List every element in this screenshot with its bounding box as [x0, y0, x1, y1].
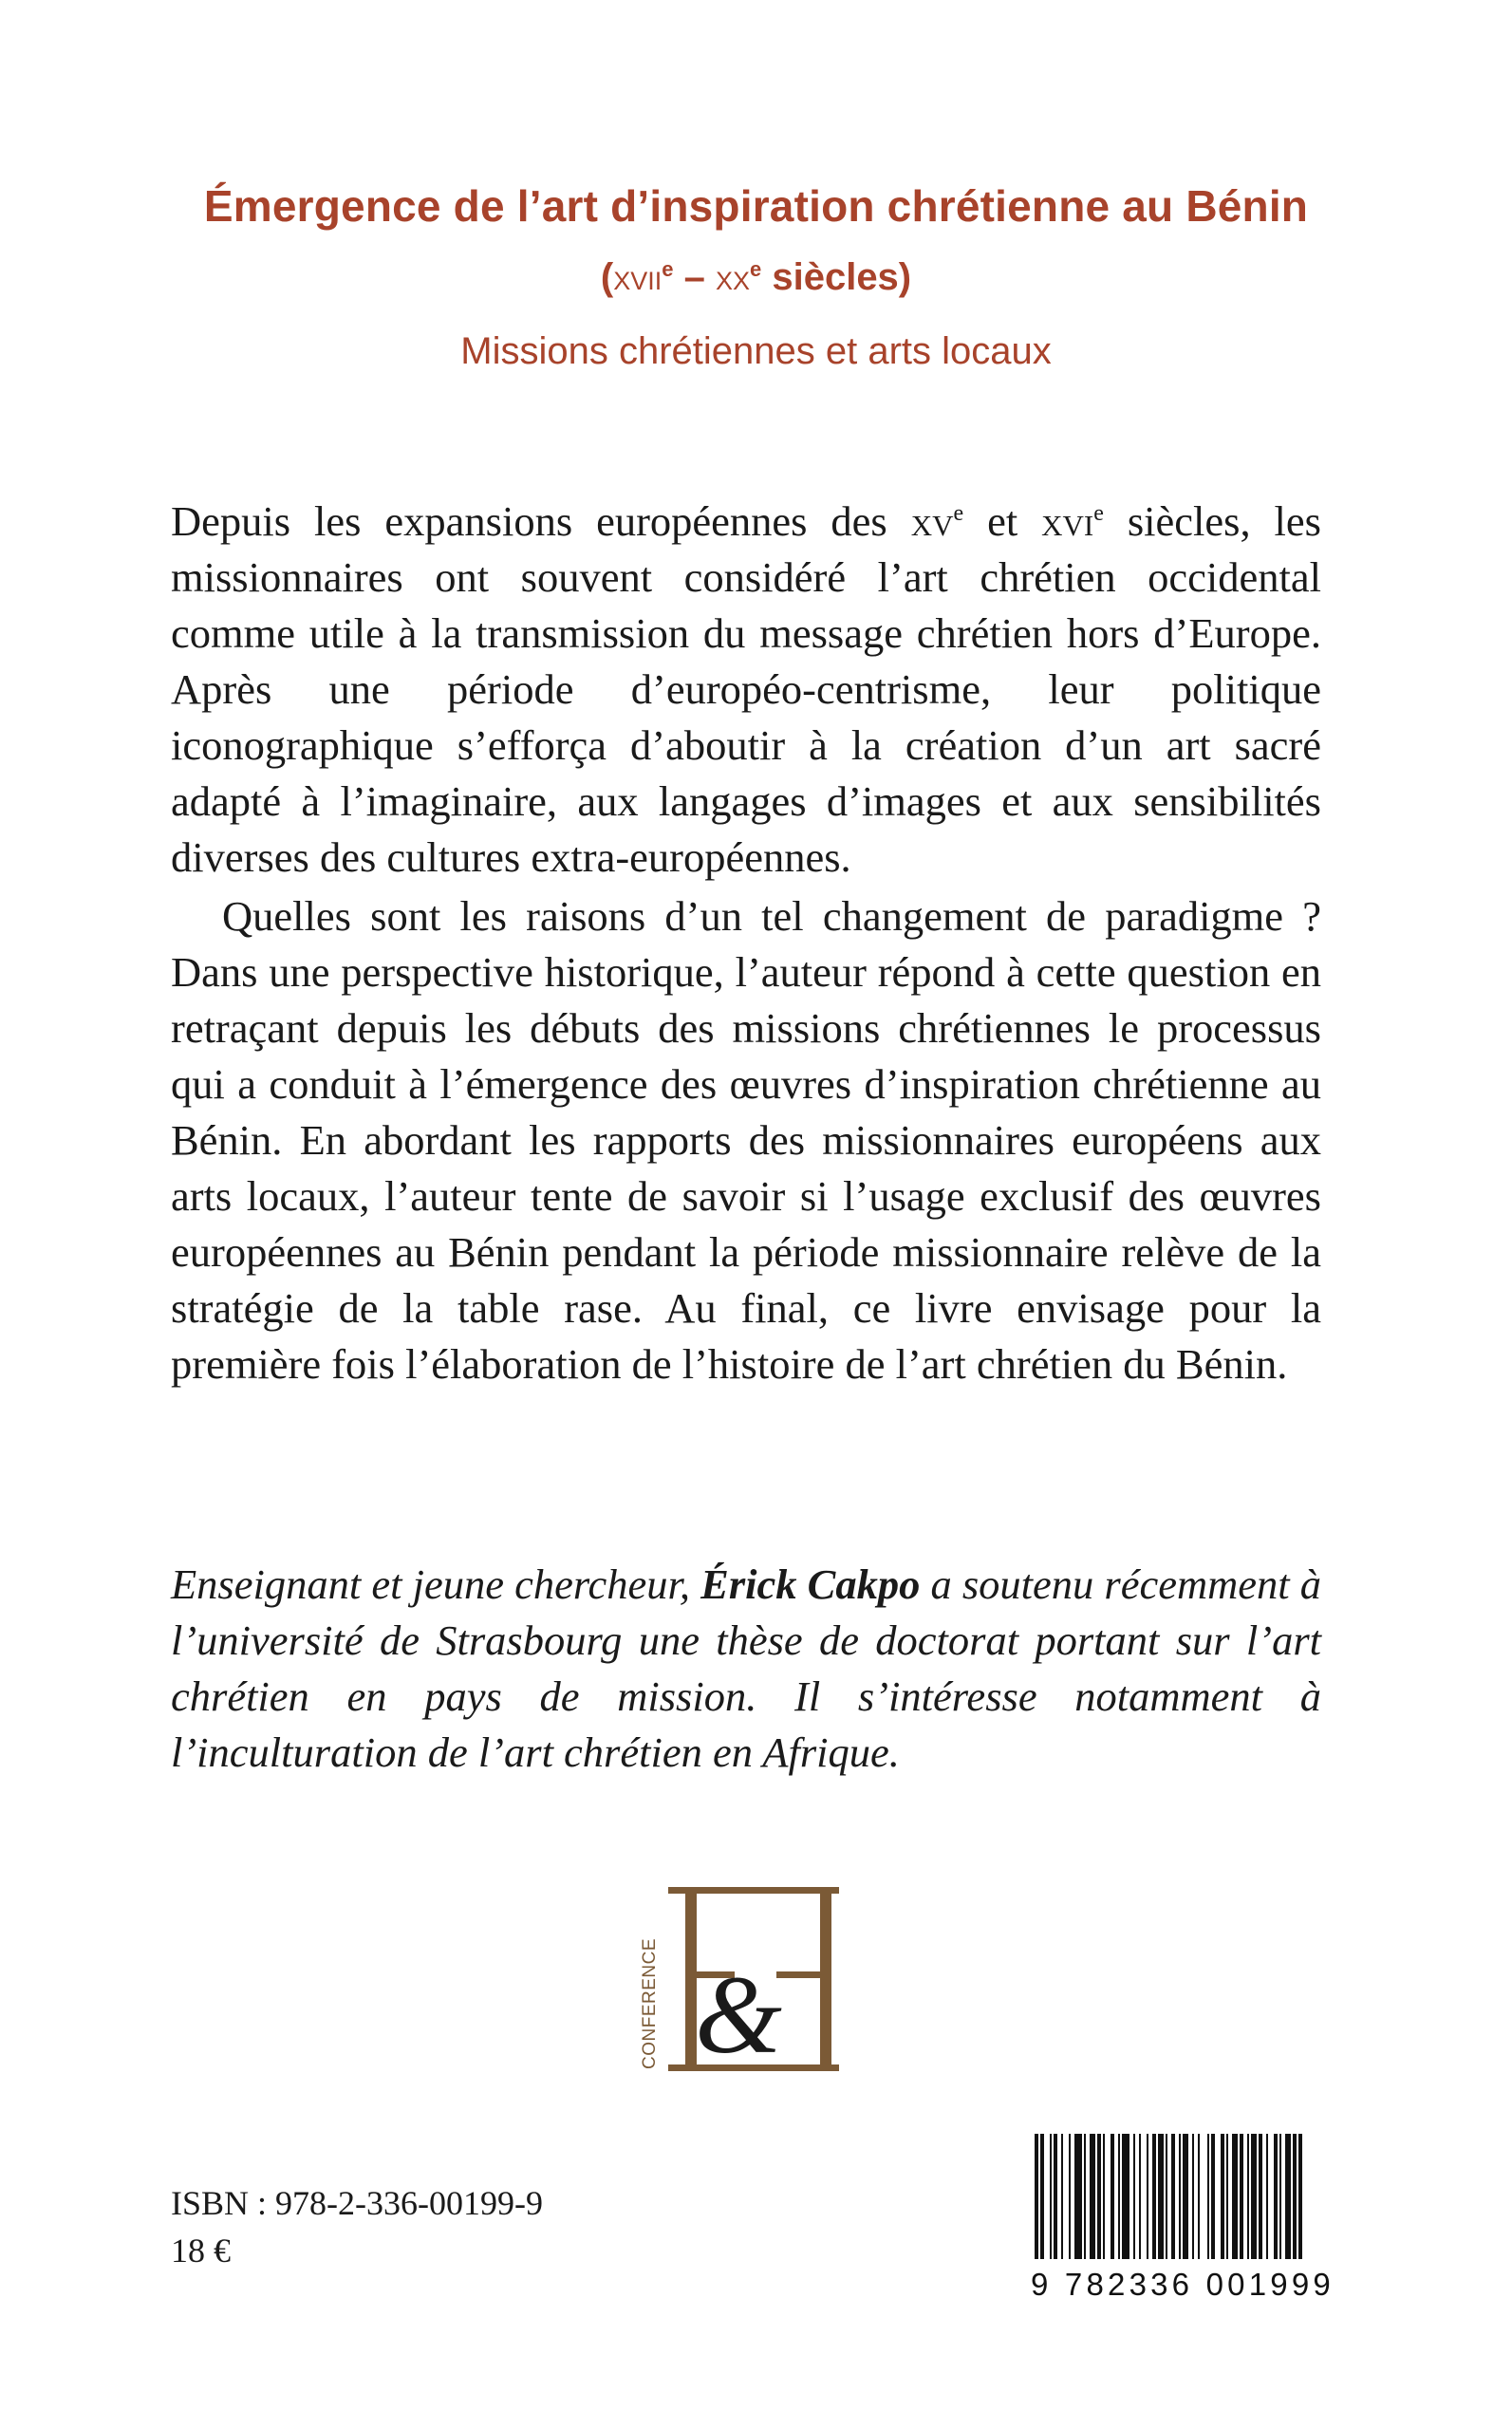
barcode-bar [1054, 2134, 1057, 2259]
isbn: ISBN : 978-2-336-00199-9 [171, 2184, 543, 2222]
barcode-bar [1166, 2134, 1167, 2259]
barcode-bar [1084, 2134, 1086, 2259]
barcode-bar [1118, 2134, 1120, 2259]
barcode-bar [1279, 2134, 1281, 2259]
book-subtitle: Missions chrétiennes et arts locaux [460, 330, 1052, 372]
century-start: xvii [613, 258, 663, 298]
barcode-bar [1035, 2134, 1038, 2259]
blurb-p1-text-c: siècles, les missionnaires ont souvent considéré l’art chrétien occidental comme utile à la transmission du message chrétien hors d’Europe. Après une période d’européo-centrisme, leur politique iconographique s’efforça d’aboutir à la création d’un art sacré adapté à l’imaginaire, aux langages d’images et aux sensibilités diverses des cultures extra-européennes. [171, 497, 1321, 881]
barcode-bar [1251, 2134, 1257, 2259]
barcode-bar [1171, 2134, 1175, 2259]
blurb-paragraph-1 [171, 494, 1321, 886]
barcode-bar [1097, 2134, 1101, 2259]
century-xv: xv [910, 497, 954, 545]
barcode-bar [1221, 2134, 1224, 2259]
barcode-bar [1074, 2134, 1082, 2259]
century-xv-sup: e [953, 501, 964, 526]
barcode-bar [1147, 2134, 1148, 2259]
barcode-bar [1183, 2134, 1188, 2259]
barcode-bar [1050, 2134, 1052, 2259]
barcode-bar [1152, 2134, 1156, 2259]
barcode-bar [1040, 2134, 1044, 2259]
barcode-bar [1232, 2134, 1238, 2259]
barcode-bar [1069, 2134, 1071, 2259]
barcode-bar [1226, 2134, 1228, 2259]
century-range [0, 256, 1512, 299]
barcode-bar [1298, 2134, 1302, 2259]
barcode-bar [1266, 2134, 1268, 2259]
barcode-bar [1139, 2134, 1141, 2259]
blurb [171, 494, 1321, 1392]
century-end: xx [715, 258, 750, 298]
barcode-bar [1285, 2134, 1291, 2259]
century-end-sup: e [749, 257, 762, 281]
century-xvi-sup: e [1093, 501, 1104, 526]
publisher-logo [634, 1883, 845, 2073]
barcode-bar [1259, 2134, 1262, 2259]
logo-text: CONFERENCE [640, 1937, 660, 2069]
barcode-bar [1293, 2134, 1297, 2259]
century-start-sup: e [662, 257, 674, 281]
barcode-bar [1090, 2134, 1095, 2259]
barcode-bar [1111, 2134, 1114, 2259]
book-title: Émergence de l’art d’inspiration chrétienne au Bénin [203, 181, 1309, 231]
author-bio [171, 1557, 1321, 1781]
blurb-paragraph-2: Quelles sont les raisons d’un tel changement de paradigme ? Dans une perspective historique, l’auteur répond à cette question en retraçant depuis les débuts des missions chrétiennes le processus qui a conduit à l’émergence des œuvres d’inspiration chrétienne au Bénin. En abordant les rapports des missionnaires européens aux arts locaux, l’auteur tente de savoir si l’usage exclusif des œuvres européennes au Bénin pendant la période missionnaire relève de la stratégie de la table rase. Au final, ce livre envisage pour la première fois l’élaboration de l’histoire de l’art chrétien du Bénin. [171, 892, 1321, 1388]
barcode-bar [1274, 2134, 1278, 2259]
author-name: Érick Cakpo [700, 1560, 921, 1608]
barcode-bar [1103, 2134, 1105, 2259]
century-xvi: xvi [1041, 497, 1094, 545]
centuries-dash: – [673, 256, 716, 298]
barcode-bar [1061, 2134, 1063, 2259]
logo-ampersand: & [695, 1952, 782, 2073]
author-bio-text-b: a soutenu récemment à l’université de Strasbourg une thèse de doctorat portant sur l’art chrétien en pays de mission. Il s’intéresse notamment à l’inculturation de l’art chrétien en Afrique. [171, 1560, 1321, 1776]
barcode-bar [1198, 2134, 1200, 2259]
barcode-bar [1207, 2134, 1209, 2259]
barcode-bar [1240, 2134, 1243, 2259]
author-bio-text-a: Enseignant et jeune chercheur, [171, 1560, 701, 1608]
barcode-bar [1247, 2134, 1249, 2259]
barcode-digits: 9 782336 001999 [1031, 2267, 1335, 2302]
barcode-bar [1192, 2134, 1194, 2259]
centuries-open: ( [600, 256, 614, 298]
barcode-bar [1122, 2134, 1129, 2259]
barcode-bar [1179, 2134, 1181, 2259]
centuries-word: siècles) [761, 256, 912, 298]
barcode-bar [1211, 2134, 1215, 2259]
price: 18 € [171, 2232, 231, 2270]
barcode-bar [1133, 2134, 1135, 2259]
barcode-bar [1158, 2134, 1164, 2259]
blurb-p1-text-a: Depuis les expansions européennes des [171, 497, 911, 545]
blurb-p1-text-b: et [963, 497, 1042, 545]
